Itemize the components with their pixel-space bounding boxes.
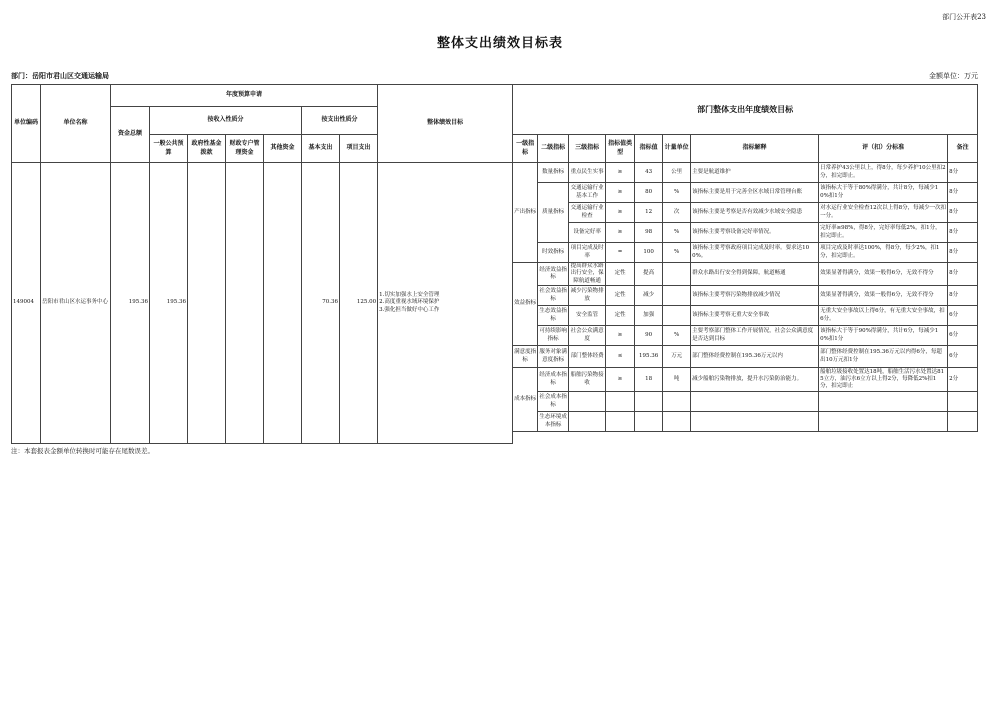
header-unit: 计量单位 (663, 135, 691, 163)
value-type-cell: ≤ (606, 346, 635, 368)
header-by-source: 按收入性质分 (150, 107, 302, 135)
department-label: 部门：岳阳市君山区交通运输局 (11, 71, 109, 80)
level3-cell: 项目完成及时率 (569, 243, 606, 263)
explanation-cell: 该指标主要是考察是否有效减少水域安全隐患 (691, 203, 819, 223)
remark-cell: 6分 (948, 326, 978, 346)
basic-expense-cell: 70.36 (302, 163, 340, 444)
header-annual-budget: 年度预算申请 (111, 85, 378, 107)
header-level3: 三级指标 (569, 135, 606, 163)
level2-cell: 数量指标 (538, 163, 569, 183)
explanation-cell: 该指标主要是用于完善全区水域日常管理台账 (691, 183, 819, 203)
remark-cell: 6分 (948, 346, 978, 368)
level1-cell: 产出指标 (513, 163, 538, 263)
remark-cell (948, 392, 978, 412)
value-type-cell: 定性 (606, 306, 635, 326)
header-level2: 二级指标 (538, 135, 569, 163)
table-number-label: 部门公开表23 (942, 13, 986, 21)
unit-code-cell: 149004 (12, 163, 41, 444)
goal-item: 3.强化担当做好中心工作 (379, 306, 440, 313)
unit-cell (663, 306, 691, 326)
level2-cell: 社会成本指标 (538, 392, 569, 412)
criteria-cell: 效果显著得满分，效果一般得6分，无效不得分 (819, 263, 948, 286)
level2-cell: 服务对象满意度指标 (538, 346, 569, 368)
value-type-cell: ≥ (606, 368, 635, 392)
explanation-cell: 群众水路出行安全得到保障，航道畅通 (691, 263, 819, 286)
general-budget-cell: 195.36 (150, 163, 188, 444)
gov-fund-cell (188, 163, 226, 444)
level2-cell: 可持续影响指标 (538, 326, 569, 346)
criteria-cell: 对水运行业安全检查12次以上得8分，每减少一次扣一分。 (819, 203, 948, 223)
page-title: 整体支出绩效目标表 (436, 36, 563, 51)
explanation-cell: 该指标主要考察污染物排放减少情况 (691, 286, 819, 306)
value-type-cell: ≥ (606, 326, 635, 346)
remark-cell: 8分 (948, 223, 978, 243)
level3-cell: 船舶污染物接收 (569, 368, 606, 392)
header-unit-code: 单位编码 (12, 85, 41, 163)
level1-cell: 满意度指标 (513, 346, 538, 368)
explanation-cell: 减少船舶污染物排放，提升水污染防治能力。 (691, 368, 819, 392)
remark-cell: 8分 (948, 286, 978, 306)
value-cell: 减少 (635, 286, 663, 306)
header-other-funds: 其他资金 (264, 135, 302, 163)
goal-item: 1.切实加强水上安全管理 (379, 291, 440, 298)
criteria-cell: 部门整体经费控制在195.36万元以内得6分，每超出10万元扣1分 (819, 346, 948, 368)
other-funds-cell (264, 163, 302, 444)
explanation-cell: 该指标主要考察无重大安全事故 (691, 306, 819, 326)
unit-cell: 万元 (663, 346, 691, 368)
header-overall-goal: 整体绩效目标 (378, 85, 513, 163)
level3-cell: 提高群众水路出行安全，保障航道畅通 (570, 263, 604, 284)
level2-cell: 生态环境成本指标 (538, 412, 569, 432)
overall-goal-cell (378, 163, 513, 444)
value-type-cell: 定性 (606, 263, 635, 286)
unit-cell: % (663, 243, 691, 263)
header-value: 指标值 (635, 135, 663, 163)
goal-item: 2.高度重视水域环境保护 (379, 299, 440, 306)
level3-cell: 社会公众满意度 (569, 326, 606, 346)
header-criteria: 评（扣）分标准 (819, 135, 948, 163)
level3-cell: 部门整体经费 (569, 346, 606, 368)
criteria-cell (819, 392, 948, 412)
value-type-cell (606, 412, 635, 432)
unit-cell (663, 263, 691, 286)
unit-cell (663, 412, 691, 432)
criteria-cell (819, 412, 948, 432)
remark-cell: 8分 (948, 183, 978, 203)
remark-cell: 6分 (948, 306, 978, 326)
remark-cell: 2分 (948, 368, 978, 392)
level3-cell (569, 412, 606, 432)
value-cell: 195.36 (635, 346, 663, 368)
performance-target-table (11, 84, 978, 444)
criteria-cell: 该指标大于等于80%得满分，共计8分，每减少10%扣1分 (819, 183, 948, 203)
value-cell: 80 (635, 183, 663, 203)
value-cell: 43 (635, 163, 663, 183)
level3-cell: 交通运输行业检查 (569, 203, 606, 223)
level3-cell: 重点民生实事 (569, 163, 606, 183)
header-general-budget: 一般公共预算 (150, 135, 188, 163)
header-special-account: 财政专户管理资金 (226, 135, 264, 163)
unit-cell: % (663, 223, 691, 243)
explanation-cell: 主要是航道维护 (691, 163, 819, 183)
project-expense-cell: 125.00 (340, 163, 378, 444)
value-cell: 90 (635, 326, 663, 346)
total-funds-cell: 195.36 (111, 163, 150, 444)
value-type-cell: ≥ (606, 223, 635, 243)
header-value-type: 指标值类型 (606, 135, 635, 163)
level3-cell: 交通运输行业基本工作 (569, 183, 606, 203)
header-dept-goal: 部门整体支出年度绩效目标 (513, 85, 978, 135)
level2-cell: 社会效益指标 (538, 286, 569, 306)
level3-cell (569, 392, 606, 412)
value-type-cell: ≥ (606, 163, 635, 183)
value-cell: 18 (635, 368, 663, 392)
criteria-cell: 完好率≥98%，得8分，完好率每低2%，扣1分，扣完即止。 (819, 223, 948, 243)
unit-cell: 次 (663, 203, 691, 223)
header-gov-fund: 政府性基金拨款 (188, 135, 226, 163)
value-cell: 12 (635, 203, 663, 223)
explanation-cell: 该指标主要考察政府项目完成及时率。要求达100%。 (691, 243, 819, 263)
explanation-cell: 主要考察部门整体工作开展情况，社会公众满意度是否达到目标 (691, 326, 819, 346)
level3-cell: 设备完好率 (569, 223, 606, 243)
value-cell (635, 412, 663, 432)
value-type-cell: ≥ (606, 203, 635, 223)
criteria-cell: 日常养护43公里以上，得8分，每少养护10公里扣2分，扣完即止。 (819, 163, 948, 183)
unit-cell: 吨 (663, 368, 691, 392)
header-basic-expense: 基本支出 (302, 135, 340, 163)
special-account-cell (226, 163, 264, 444)
value-cell: 提高 (635, 263, 663, 286)
remark-cell: 8分 (948, 263, 978, 286)
header-project-expense: 项目支出 (340, 135, 378, 163)
criteria-cell: 船舶垃圾接收处置达18吨，船舶生活污水处置达815立方，油污水6立方以上得2分，每降低2%扣1分，扣完即止 (819, 368, 948, 392)
unit-name-cell: 岳阳市君山区水运事务中心 (41, 163, 111, 444)
criteria-cell: 无重大安全事故以上得6分，有无重大安全事故，扣6分。 (819, 306, 948, 326)
currency-unit-label: 金额单位：万元 (929, 72, 978, 80)
explanation-cell (691, 392, 819, 412)
header-total-funds: 资金总额 (111, 107, 150, 163)
unit-cell: 公里 (663, 163, 691, 183)
level2-cell: 经济效益指标 (538, 263, 569, 286)
value-cell (635, 392, 663, 412)
value-type-cell: = (606, 243, 635, 263)
remark-cell: 8分 (948, 163, 978, 183)
unit-cell: % (663, 326, 691, 346)
value-cell: 100 (635, 243, 663, 263)
header-unit-name: 单位名称 (41, 85, 111, 163)
criteria-cell: 项目完成及时率达100%，得8分，每少2%，扣1分，扣完即止。 (819, 243, 948, 263)
header-remark: 备注 (948, 135, 978, 163)
footnote: 注：本套报表金额单位转换时可能存在尾数误差。 (11, 447, 154, 455)
explanation-cell: 该指标主要考察设备完好率情况。 (691, 223, 819, 243)
unit-cell (663, 392, 691, 412)
level3-cell: 安全监管 (569, 306, 606, 326)
unit-cell: % (663, 183, 691, 203)
remark-cell (948, 412, 978, 432)
value-type-cell: ≥ (606, 183, 635, 203)
value-cell: 加强 (635, 306, 663, 326)
unit-cell (663, 286, 691, 306)
level1-cell: 成本指标 (513, 368, 538, 432)
header-explanation: 指标解释 (691, 135, 819, 163)
header-level1: 一级指标 (513, 135, 538, 163)
level3-cell: 减少污染物排放 (569, 286, 606, 306)
value-type-cell: 定性 (606, 286, 635, 306)
value-type-cell (606, 392, 635, 412)
level2-cell: 经济成本指标 (538, 368, 569, 392)
value-cell: 98 (635, 223, 663, 243)
remark-cell: 8分 (948, 203, 978, 223)
remark-cell: 8分 (948, 243, 978, 263)
level1-cell: 效益指标 (513, 263, 538, 346)
level2-cell: 生态效益指标 (538, 306, 569, 326)
explanation-cell: 部门整体经费控制在195.36万元以内 (691, 346, 819, 368)
level2-cell: 时效指标 (538, 243, 569, 263)
criteria-cell: 该指标大于等于90%得满分，共计6分，每减少10%扣1分 (819, 326, 948, 346)
header-by-expense: 按支出性质分 (302, 107, 378, 135)
criteria-cell: 效果显著得满分，效果一般得6分，无效不得分 (819, 286, 948, 306)
level2-cell: 质量指标 (538, 183, 569, 243)
explanation-cell (691, 412, 819, 432)
